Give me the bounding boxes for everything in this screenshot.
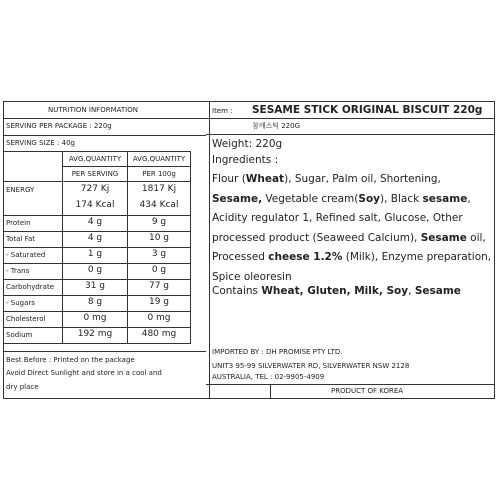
allergen-statement: Contains Wheat, Gluten, Milk, Soy, Sesame xyxy=(212,285,461,297)
row-label: - Sugars xyxy=(6,299,35,307)
divider xyxy=(206,384,495,385)
row-label: Sodium xyxy=(6,331,33,339)
row-label: - Trans xyxy=(6,267,30,275)
per-100g-value: 77 g xyxy=(148,281,170,291)
per-serving-value: 1 g xyxy=(87,249,103,259)
per-100g-value: 1817 Kj xyxy=(141,184,177,194)
per-serving-value: 4 g xyxy=(87,217,103,227)
per-100g-value: 9 g xyxy=(151,217,167,227)
column-header: AVG.QUANTITY xyxy=(132,155,186,163)
per-100g-value: 0 mg xyxy=(147,313,171,323)
korean-product-name: 참깨스틱 220G xyxy=(252,122,301,130)
per-serving-value: 0 g xyxy=(87,265,103,275)
nutrition-title: NUTRITION INFORMATION xyxy=(48,106,138,114)
table-border xyxy=(3,151,191,152)
table-border xyxy=(3,247,191,248)
ingredients-label: Ingredients : xyxy=(212,154,279,166)
importer: IMPORTED BY : DH PROMISE PTY LTD. xyxy=(212,348,343,356)
divider xyxy=(206,134,495,135)
storage-instructions: Avoid Direct Sunlight and store in a cool and xyxy=(6,369,162,377)
best-before: Best Before : Printed on the package xyxy=(6,356,135,364)
per-100g-value: 3 g xyxy=(151,249,167,259)
column-header: AVG.QUANTITY xyxy=(68,155,122,163)
row-label: ENERGY xyxy=(6,186,35,194)
serving-size: SERVING SIZE : 40g xyxy=(6,139,75,147)
table-border xyxy=(3,231,191,232)
column-header: PER SERVING xyxy=(71,170,119,178)
net-weight: Weight: 220g xyxy=(212,138,283,150)
per-serving-value: 31 g xyxy=(84,281,106,291)
product-name: SESAME STICK ORIGINAL BISCUIT 220g xyxy=(252,104,483,116)
row-label: Cholesterol xyxy=(6,315,46,323)
table-border xyxy=(3,311,191,312)
table-border xyxy=(3,215,191,216)
table-border xyxy=(3,263,191,264)
storage-instructions: dry place xyxy=(6,383,39,391)
table-border xyxy=(3,327,191,328)
panel-divider xyxy=(209,102,210,398)
importer-address: UNIT3 95-99 SILVERWATER RD, SILVERWATER NSW 2128 xyxy=(212,362,410,370)
ingredients-list: Flour (Wheat), Sugar, Palm oil, Shortening, Sesame, Vegetable cream(Soy), Black sesame, Acidity regulator 1, Refined salt, Glucose, Other processed product (Seaweed Calcium), Sesame oil, Processed cheese 1.2% (Milk), Enzyme preparation, Spice oleoresin xyxy=(212,173,492,283)
importer-address: AUSTRALIA, TEL : 02-9905-4909 xyxy=(212,373,325,381)
per-serving-value: 0 mg xyxy=(83,313,107,323)
per-serving-value: 174 Kcal xyxy=(75,200,115,210)
divider xyxy=(3,118,206,119)
table-border xyxy=(3,343,191,344)
per-100g-value: 19 g xyxy=(148,297,170,307)
per-serving-value: 8 g xyxy=(87,297,103,307)
divider xyxy=(3,135,206,136)
per-100g-value: 434 Kcal xyxy=(139,200,179,210)
table-border xyxy=(3,295,191,296)
item-label: Item : xyxy=(212,107,233,115)
divider xyxy=(270,384,271,398)
table-border xyxy=(3,279,191,280)
per-100g-value: 10 g xyxy=(148,233,170,243)
row-label: Carbohydrate xyxy=(6,283,55,291)
per-100g-value: 0 g xyxy=(151,265,167,275)
column-header: PER 100g xyxy=(142,170,176,178)
per-serving-value: 192 mg xyxy=(77,329,113,339)
serving-per-package: SERVING PER PACKAGE : 220g xyxy=(6,122,112,130)
divider xyxy=(3,351,206,352)
per-serving-value: 4 g xyxy=(87,233,103,243)
table-border xyxy=(3,181,191,182)
row-label: - Saturated xyxy=(6,251,46,259)
table-border xyxy=(190,151,191,343)
row-label: Protein xyxy=(6,219,31,227)
country-of-origin: PRODUCT OF KOREA xyxy=(331,387,404,395)
row-label: Total Fat xyxy=(6,235,35,243)
per-100g-value: 480 mg xyxy=(141,329,177,339)
per-serving-value: 727 Kj xyxy=(80,184,110,194)
divider xyxy=(206,118,495,119)
